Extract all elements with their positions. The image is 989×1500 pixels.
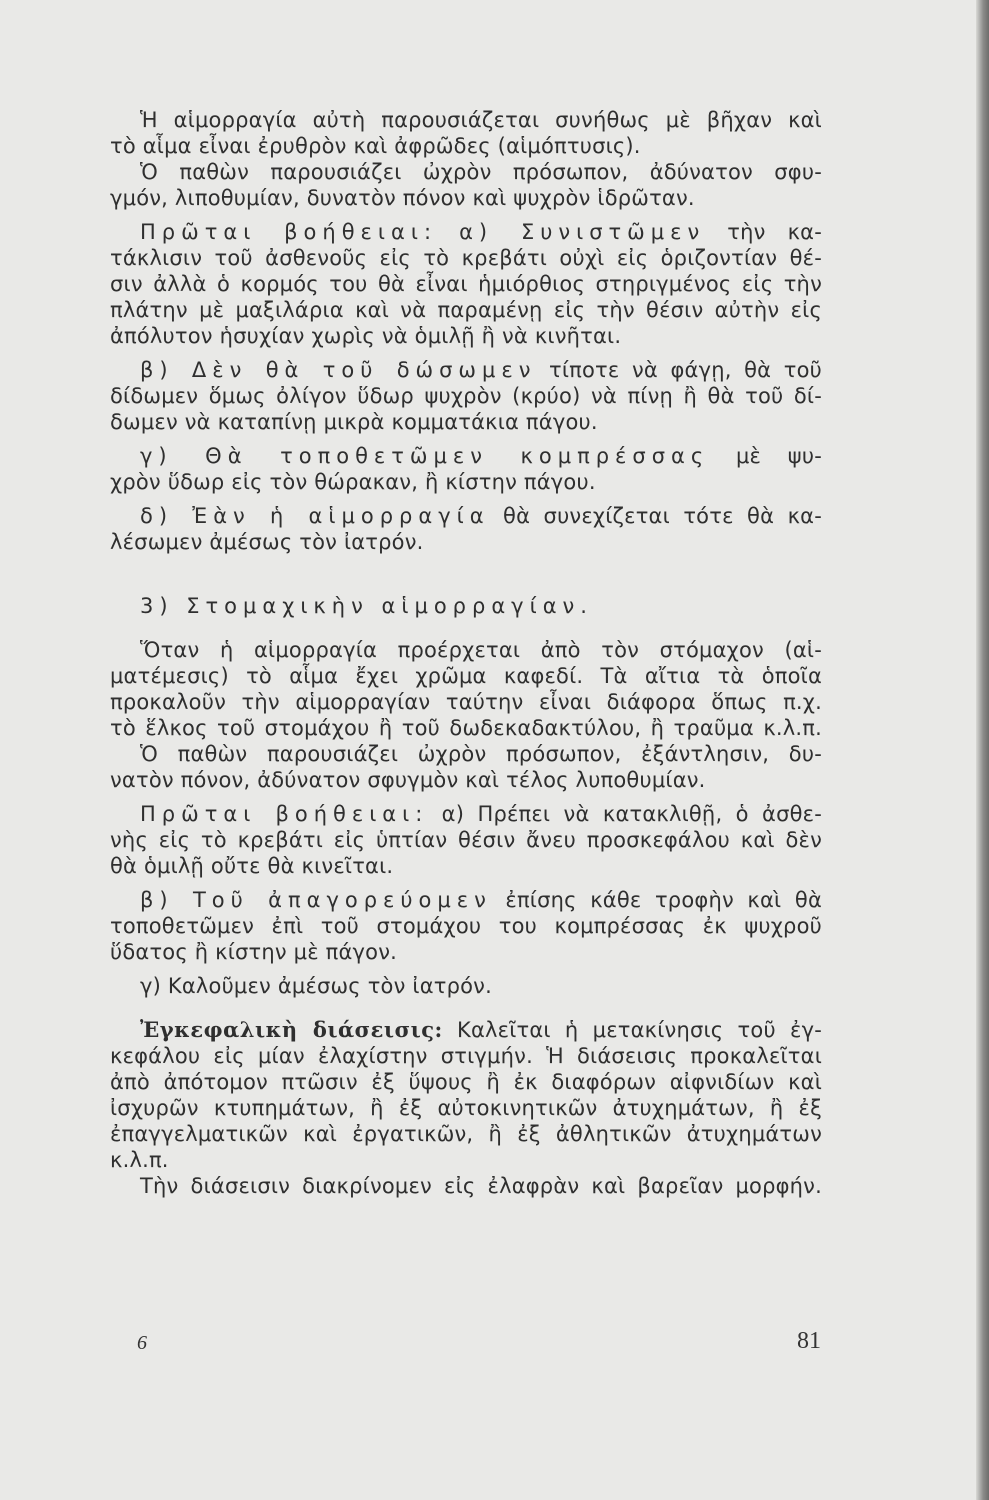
text-line: τάκλισιν τοῦ ἀσθενοῦς εἰς τὸ κρεβάτι οὐχὶ εἰς ὁριζοντίαν θέ-: [110, 246, 822, 270]
text-line: [110, 443, 822, 469]
text-span: ἐπίσης κάθε τροφὴν καὶ θὰ: [505, 888, 822, 912]
spaced-emphasis: α) Συνιστῶμεν: [459, 220, 706, 244]
text-line: ἐπαγγελματικῶν καὶ ἐργατικῶν, ἢ ἐξ ἀθλητικῶν ἀτυχημάτων: [110, 1122, 822, 1146]
spaced-emphasis: γ) Θὰ τοποθετῶμεν κομπρέσσας: [140, 444, 710, 468]
text-line: [110, 1017, 822, 1043]
spaced-emphasis: β) Τοῦ ἀπαγορεύομεν: [140, 888, 492, 912]
text-line: τὸ ἕλκος τοῦ στομάχου ἢ τοῦ δωδεκαδακτύλου, ἢ τραῦμα κ.λ.π.: [110, 716, 822, 740]
text-line: θὰ ὁμιλῇ οὔτε θὰ κινεῖται.: [110, 854, 394, 878]
text-line: δίδωμεν ὅμως ὀλίγον ὕδωρ ψυχρὸν (κρύο) νὰ πίνῃ ἢ θὰ τοῦ δί-: [110, 384, 822, 408]
text-line: ἀπόλυτον ἡσυχίαν χωρὶς νὰ ὁμιλῇ ἢ νὰ κινῆται.: [110, 324, 622, 348]
text-line: προκαλοῦν τὴν αἱμορραγίαν ταύτην εἶναι διάφορα ὅπως π.χ.: [110, 690, 822, 714]
text-line: [110, 357, 822, 383]
text-span: τίποτε νὰ φάγῃ, θὰ τοῦ: [549, 358, 822, 382]
text-line: πλάτην μὲ μαξιλάρια καὶ νὰ παραμένῃ εἰς τὴν θέσιν αὐτὴν εἰς: [110, 298, 822, 322]
text-line: ὕδατος ἢ κίστην μὲ πάγον.: [110, 940, 398, 964]
text-line: νατὸν πόνον, ἀδύνατον σφυγμὸν καὶ τέλος λυποθυμίαν.: [110, 768, 706, 792]
section-heading-text: 3) Στομαχικὴν αἱμορραγίαν.: [140, 594, 593, 618]
text-line: κ.λ.π.: [110, 1148, 169, 1172]
text-line: Ἡ αἱμορραγία αὐτὴ παρουσιάζεται συνήθως μὲ βῆχαν καὶ: [140, 108, 822, 132]
text-span: τὴν κα-: [727, 220, 822, 244]
page-edge-shadow: [976, 0, 989, 1500]
text-span: Καλεῖται ἡ μετακίνησις τοῦ ἐγ-: [457, 1018, 822, 1042]
spaced-emphasis: δ) Ἐὰν ἡ αἱμορραγία: [140, 504, 490, 528]
text-line: Ὅταν ἡ αἱμορραγία προέρχεται ἀπὸ τὸν στόμαχον (αἱ-: [140, 638, 822, 662]
text-line: Ὁ παθὼν παρουσιάζει ὠχρὸν πρόσωπον, ἐξάντλησιν, δυ-: [140, 742, 822, 766]
text-line: Ὁ παθὼν παρουσιάζει ὠχρὸν πρόσωπον, ἀδύνατον σφυ-: [140, 160, 822, 184]
text-span: θὰ συνεχίζεται τότε θὰ κα-: [503, 504, 822, 528]
text-line: νὴς εἰς τὸ κρεβάτι εἰς ὑπτίαν θέσιν ἄνευ προσκεφάλου καὶ δὲν: [110, 828, 822, 852]
text-line: λέσωμεν ἀμέσως τὸν ἰατρόν.: [110, 530, 424, 554]
text-line: δωμεν νὰ καταπίνῃ μικρὰ κομματάκια πάγου.: [110, 410, 598, 434]
text-line: κεφάλου εἰς μίαν ἐλαχίστην στιγμήν. Ἡ διάσεισις προκαλεῖται: [110, 1044, 822, 1068]
section-heading: [110, 593, 822, 619]
text-line: [110, 219, 822, 245]
text-line: ἀπὸ ἀπότομον πτῶσιν ἐξ ὕψους ἢ ἐκ διαφόρων αἰφνιδίων καὶ: [110, 1070, 822, 1094]
text-span: α) Πρέπει νὰ κατακλιθῇ, ὁ ἀσθε-: [441, 802, 822, 826]
bold-term: Ἐγκεφαλικὴ διάσεισις:: [140, 1017, 443, 1042]
text-line: γ) Καλοῦμεν ἀμέσως τὸν ἰατρόν.: [140, 974, 492, 998]
text-span: μὲ ψυ-: [735, 444, 822, 468]
text-line: σιν ἀλλὰ ὁ κορμός του θὰ εἶναι ἡμιόρθιος στηριγμένος εἰς τὴν: [110, 272, 822, 296]
text-line: [110, 503, 822, 529]
text-line: χρὸν ὕδωρ εἰς τὸν θώρακαν, ἢ κίστην πάγου.: [110, 470, 596, 494]
text-line: ἰσχυρῶν κτυπημάτων, ἢ ἐξ αὐτοκινητικῶν ἀτυχημάτων, ἢ ἐξ: [110, 1096, 822, 1120]
text-line: Τὴν διάσεισιν διακρίνομεν εἰς ἐλαφρὰν καὶ βαρεῖαν μορφήν.: [140, 1174, 822, 1198]
page-text: [110, 107, 822, 1199]
text-line: τὸ αἷμα εἶναι ἐρυθρὸν καὶ ἀφρῶδες (αἱμόπτυσις).: [110, 134, 641, 158]
text-line: [110, 887, 822, 913]
spaced-emphasis: β) Δὲν θὰ τοῦ δώσωμεν: [140, 358, 537, 382]
text-line: γμόν, λιποθυμίαν, δυνατὸν πόνον καὶ ψυχρὸν ἱδρῶταν.: [110, 186, 695, 210]
signature-mark: 6: [137, 1332, 147, 1354]
text-line: ματέμεσις) τὸ αἷμα ἔχει χρῶμα καφεδί. Τὰ αἴτια τὰ ὁποῖα: [110, 664, 822, 688]
page-number: 81: [797, 1328, 821, 1354]
spaced-heading: Πρῶται βοήθειαι:: [140, 220, 438, 244]
spaced-heading: Πρῶται βοήθειαι:: [140, 802, 429, 826]
text-line: [110, 801, 822, 827]
text-line: τοποθετῶμεν ἐπὶ τοῦ στομάχου του κομπρέσσας ἐκ ψυχροῦ: [110, 914, 822, 938]
